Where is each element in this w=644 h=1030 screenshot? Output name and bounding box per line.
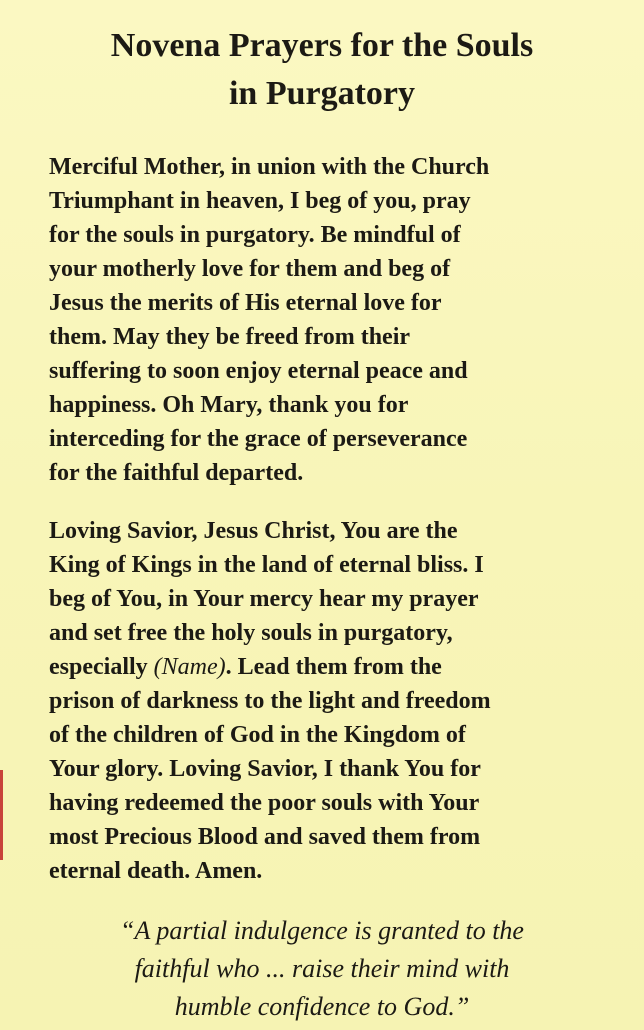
prayer-line: Jesus the merits of His eternal love for (49, 290, 442, 316)
prayer-line: of the children of God in the Kingdom of (49, 722, 466, 748)
quote-line-2: faithful who ... raise their mind with (134, 954, 510, 983)
prayer-to-mary (49, 150, 609, 490)
prayer-line: suffering to soon enjoy eternal peace and (49, 358, 468, 384)
quote-line-3: humble confidence to God.” (174, 992, 470, 1021)
prayer-line: eternal death. Amen. (49, 858, 263, 884)
prayer-line: Triumphant in heaven, I beg of you, pray (49, 188, 471, 214)
prayer-line: Merciful Mother, in union with the Church (49, 154, 490, 180)
prayer-text: especially (49, 654, 154, 680)
prayer-text: . Lead them from the (225, 654, 442, 680)
prayer-line: Loving Savior, Jesus Christ, You are the (49, 518, 458, 544)
indulgence-quote (0, 912, 644, 1026)
page-title (0, 22, 644, 118)
prayer-line: Your glory. Loving Savior, I thank You for (49, 756, 481, 782)
prayer-line: having redeemed the poor souls with Your (49, 790, 480, 816)
prayer-line: King of Kings in the land of eternal bliss. I (49, 552, 484, 578)
prayer-line: most Precious Blood and saved them from (49, 824, 481, 850)
prayer-line: them. May they be freed from their (49, 324, 411, 350)
prayer-line: happiness. Oh Mary, thank you for (49, 392, 409, 418)
name-placeholder: (Name) (153, 654, 226, 680)
prayer-line: your motherly love for them and beg of (49, 256, 451, 282)
prayer-line: interceding for the grace of perseverance (49, 426, 468, 452)
prayer-line: prison of darkness to the light and freedom (49, 688, 491, 714)
prayer-line: for the faithful departed. (49, 460, 304, 486)
prayer-line (49, 650, 609, 684)
prayer-line: for the souls in purgatory. Be mindful of (49, 222, 461, 248)
prayer-line: beg of You, in Your mercy hear my prayer (49, 586, 479, 612)
quote-line-1: “A partial indulgence is granted to the (120, 916, 524, 945)
title-line-1: Novena Prayers for the Souls (110, 27, 534, 64)
title-line-2: in Purgatory (228, 75, 416, 112)
prayer-line: and set free the holy souls in purgatory, (49, 620, 453, 646)
edge-mark (0, 770, 3, 860)
prayer-to-jesus (49, 514, 609, 888)
